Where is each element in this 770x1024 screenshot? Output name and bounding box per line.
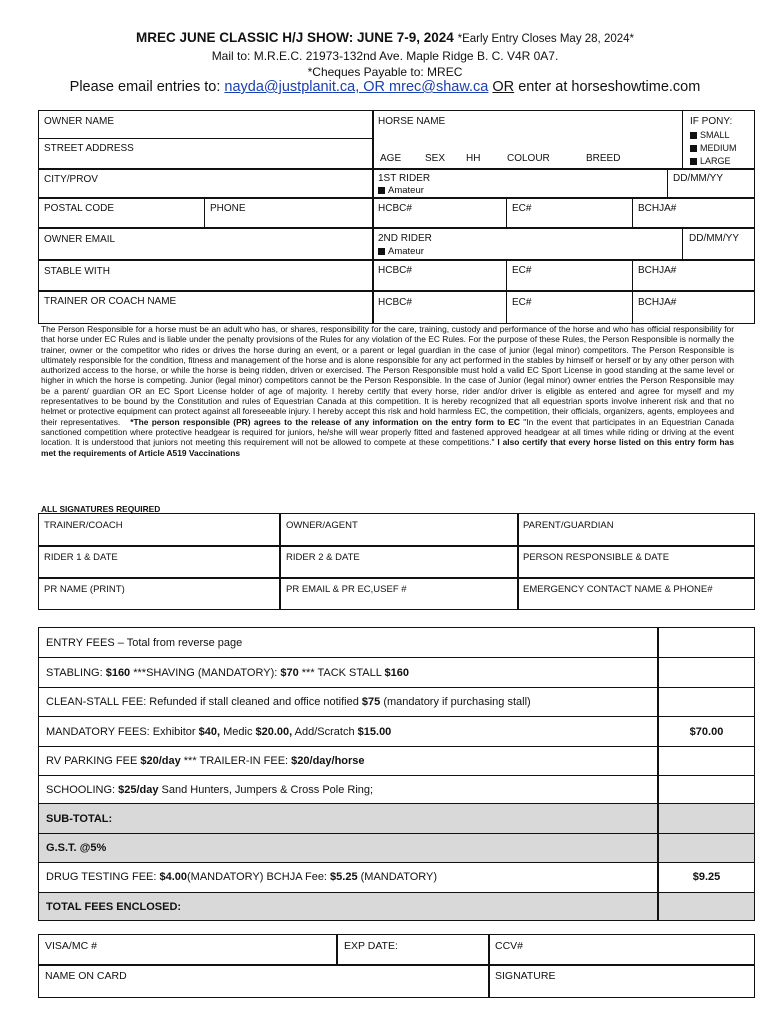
rider1-dob-field[interactable]: DD/MM/YY [673, 173, 723, 184]
trainer-ec-field[interactable]: EC# [512, 297, 532, 308]
legal-release-clause: *The person responsible (PR) agrees to the release of any information on the entry form to EC [130, 416, 520, 427]
email-prefix: Please email entries to: [69, 79, 221, 95]
stabling-row: STABLING: $160 ***SHAVING (MANDATORY): $70 *** TACK STALL $160 [46, 667, 409, 679]
checkbox-icon [378, 187, 385, 194]
gst-amount-input[interactable] [659, 834, 754, 862]
mandatory-fees-row: MANDATORY FEES: Exhibitor $40, Medic $20.00, Add/Scratch $15.00 [46, 726, 392, 738]
rider2-hcbc-field[interactable]: HCBC# [378, 265, 412, 276]
rider1-bchja-field[interactable]: BCHJA# [638, 203, 677, 214]
rv-parking-row: RV PARKING FEE $20/day *** TRAILER-IN FEE: $20/day/horse [46, 755, 365, 767]
ccv-field[interactable]: CCV# [495, 940, 524, 952]
pony-title: IF PONY: [690, 116, 733, 127]
owner-name-field[interactable]: OWNER NAME [44, 116, 114, 127]
entry-fees-row: ENTRY FEES – Total from reverse page [46, 637, 243, 649]
pr-name-field[interactable]: PR NAME (PRINT) [44, 584, 125, 595]
rider1-hcbc-field[interactable]: HCBC# [378, 203, 412, 214]
gst-row: G.S.T. @5% [46, 842, 107, 854]
city-prov-field[interactable]: CITY/PROV [44, 174, 98, 185]
legal-headgear-clause: "In the event that participates in an Equestrian Canada sanctioned competition where protective headgear is required for juniors, he/she will wear properly fitted and fastened approved headgear at all times while riding or driving at the event location. It is understood that juniors not meeting this requirement will not be allowed to compete at these competitions." [41, 416, 735, 448]
legal-vaccination-clause: I also certify that every horse listed on this entry form has met the requirements of Article A519 Vaccinations [41, 437, 734, 458]
name-on-card-field[interactable]: NAME ON CARD [45, 970, 127, 982]
form-title [0, 30, 770, 45]
owner-agent-signature[interactable]: OWNER/AGENT [286, 520, 358, 531]
rider2-dob-field[interactable]: DD/MM/YY [689, 233, 739, 244]
street-address-field[interactable]: STREET ADDRESS [44, 143, 134, 154]
rider2-ec-field[interactable]: EC# [512, 265, 532, 276]
exp-date-field[interactable]: EXP DATE: [344, 940, 398, 952]
person-responsible-signature[interactable]: PERSON RESPONSIBLE & DATE [523, 552, 670, 563]
total-fees-row: TOTAL FEES ENCLOSED: [46, 901, 182, 913]
entry-fees-amount-input[interactable] [659, 628, 754, 657]
checkbox-icon [690, 145, 697, 152]
legal-declaration [41, 324, 734, 458]
drug-testing-amount: $9.25 [692, 871, 721, 883]
rv-parking-amount-input[interactable] [659, 747, 754, 775]
parent-guardian-signature[interactable]: PARENT/GUARDIAN [523, 520, 614, 531]
total-amount-input[interactable] [659, 893, 754, 920]
schooling-amount-input[interactable] [659, 776, 754, 803]
show-title: MREC JUNE CLASSIC H/J SHOW: JUNE 7-9, 2024 [135, 30, 454, 45]
email-suffix: enter at horseshowtime.com [518, 79, 701, 95]
pony-medium-label: MEDIUM [700, 143, 737, 153]
rider1-signature[interactable]: RIDER 1 & DATE [44, 552, 118, 563]
stabling-amount-input[interactable] [659, 658, 754, 687]
pony-small-label: SMALL [700, 130, 730, 140]
clean-stall-row: CLEAN-STALL FEE: Refunded if stall cleaned and office notified $75 (mandatory if purchasing stall) [46, 696, 531, 708]
sex-label: SEX [425, 153, 446, 164]
second-rider-field[interactable]: 2ND RIDER [378, 233, 432, 244]
rider2-signature[interactable]: RIDER 2 & DATE [286, 552, 360, 563]
pony-large-option[interactable] [686, 152, 735, 171]
entry-info-table [38, 110, 755, 324]
checkbox-icon [690, 132, 697, 139]
rider2-bchja-field[interactable]: BCHJA# [638, 265, 677, 276]
rider2-amateur-option[interactable] [374, 243, 428, 260]
email-link[interactable]: nayda@justplanit.ca, OR mrec@shaw.ca [224, 79, 489, 95]
drug-testing-row: DRUG TESTING FEE: $4.00(MANDATORY) BCHJA Fee: $5.25 (MANDATORY) [46, 871, 438, 883]
email-instructions [0, 79, 770, 95]
subtotal-row: SUB-TOTAL: [46, 813, 113, 825]
cheques-payable: *Cheques Payable to: MREC [307, 65, 463, 79]
mail-to: Mail to: M.R.E.C. 21973-132nd Ave. Maple Ridge B. C. V4R 0A7. [211, 49, 559, 63]
card-number-field[interactable]: VISA/MC # [45, 940, 97, 952]
first-rider-field[interactable]: 1ST RIDER [378, 173, 431, 184]
clean-stall-amount-input[interactable] [659, 688, 754, 716]
phone-field[interactable]: PHONE [210, 203, 246, 214]
colour-label: COLOUR [507, 153, 550, 164]
pr-email-field[interactable]: PR EMAIL & PR EC,USEF # [286, 584, 407, 595]
trainer-bchja-field[interactable]: BCHJA# [638, 297, 677, 308]
card-signature-field[interactable]: SIGNATURE [495, 970, 556, 982]
email-or: OR [492, 79, 515, 95]
rider1-ec-field[interactable]: EC# [512, 203, 532, 214]
amateur-label: Amateur [388, 246, 424, 257]
pony-large-label: LARGE [700, 156, 731, 166]
checkbox-icon [690, 158, 697, 165]
schooling-row: SCHOOLING: $25/day Sand Hunters, Jumpers & Cross Pole Ring; [46, 784, 374, 796]
trainer-hcbc-field[interactable]: HCBC# [378, 297, 412, 308]
rider1-amateur-option[interactable] [374, 182, 428, 199]
stable-with-field[interactable]: STABLE WITH [44, 266, 110, 277]
hh-label: HH [466, 153, 481, 164]
horse-name-field[interactable]: HORSE NAME [378, 116, 446, 127]
trainer-signature[interactable]: TRAINER/COACH [44, 520, 123, 531]
age-label: AGE [380, 153, 402, 164]
owner-email-field[interactable]: OWNER EMAIL [44, 234, 116, 245]
mandatory-fees-amount: $70.00 [689, 726, 724, 738]
early-entry-note: *Early Entry Closes May 28, 2024* [457, 33, 635, 45]
breed-label: BREED [586, 153, 621, 164]
amateur-label: Amateur [388, 185, 424, 196]
trainer-name-field[interactable]: TRAINER OR COACH NAME [44, 296, 177, 307]
legal-body: The Person Responsible for a horse must be an adult who has, or shares, responsibility for the care, training, custody and performance of the horse and who has official responsibility for that horse under EC Rules and is liable under the penalty provisions of the Rules for any violation of the EC Rules. For the purpose of these Rules, the Person Responsible is normally the trainer, owner or the competitor who rides or drives the horse during an event, or a parent or legal guardian in the case of junior (legal minor) competitors. The Person Responsible is ultimately responsible for the condition, fitness and management of the horse and is alone responsible for any act performed in the stables by himself or herself or by any other person with authorized access to the horse, or while the horse is being ridden, driven or exercised. The Person Responsible must hold a valid EC Sport License in good standing at the same level or higher in which the horse is competing. Junior (legal minor) competitors cannot be the Person Responsible. In the case of Junior (legal minor) owner entries the Person Responsible may be a parent/ guardian OR an EC Sport License holder of age of majority. I hereby certify that every horse, rider and/or driver is eligible as entered and agree for myself and my representatives to be bound by the Constitution and rules of Equestrian Canada at this competition. It is hereby recognized that all equestrian sports involve inherent risk and that no helmet or protective equipment can protect against all foreseeable injury. I hereby accept this risk and hold harmless EC, the competition, their officials, organizers, agents, employees and their representatives. [41, 324, 734, 427]
emergency-contact-field[interactable]: EMERGENCY CONTACT NAME & PHONE# [523, 584, 713, 595]
checkbox-icon [378, 248, 385, 255]
signatures-required: ALL SIGNATURES REQUIRED [41, 504, 161, 514]
subtotal-amount-input[interactable] [659, 804, 754, 833]
postal-code-field[interactable]: POSTAL CODE [44, 203, 115, 214]
